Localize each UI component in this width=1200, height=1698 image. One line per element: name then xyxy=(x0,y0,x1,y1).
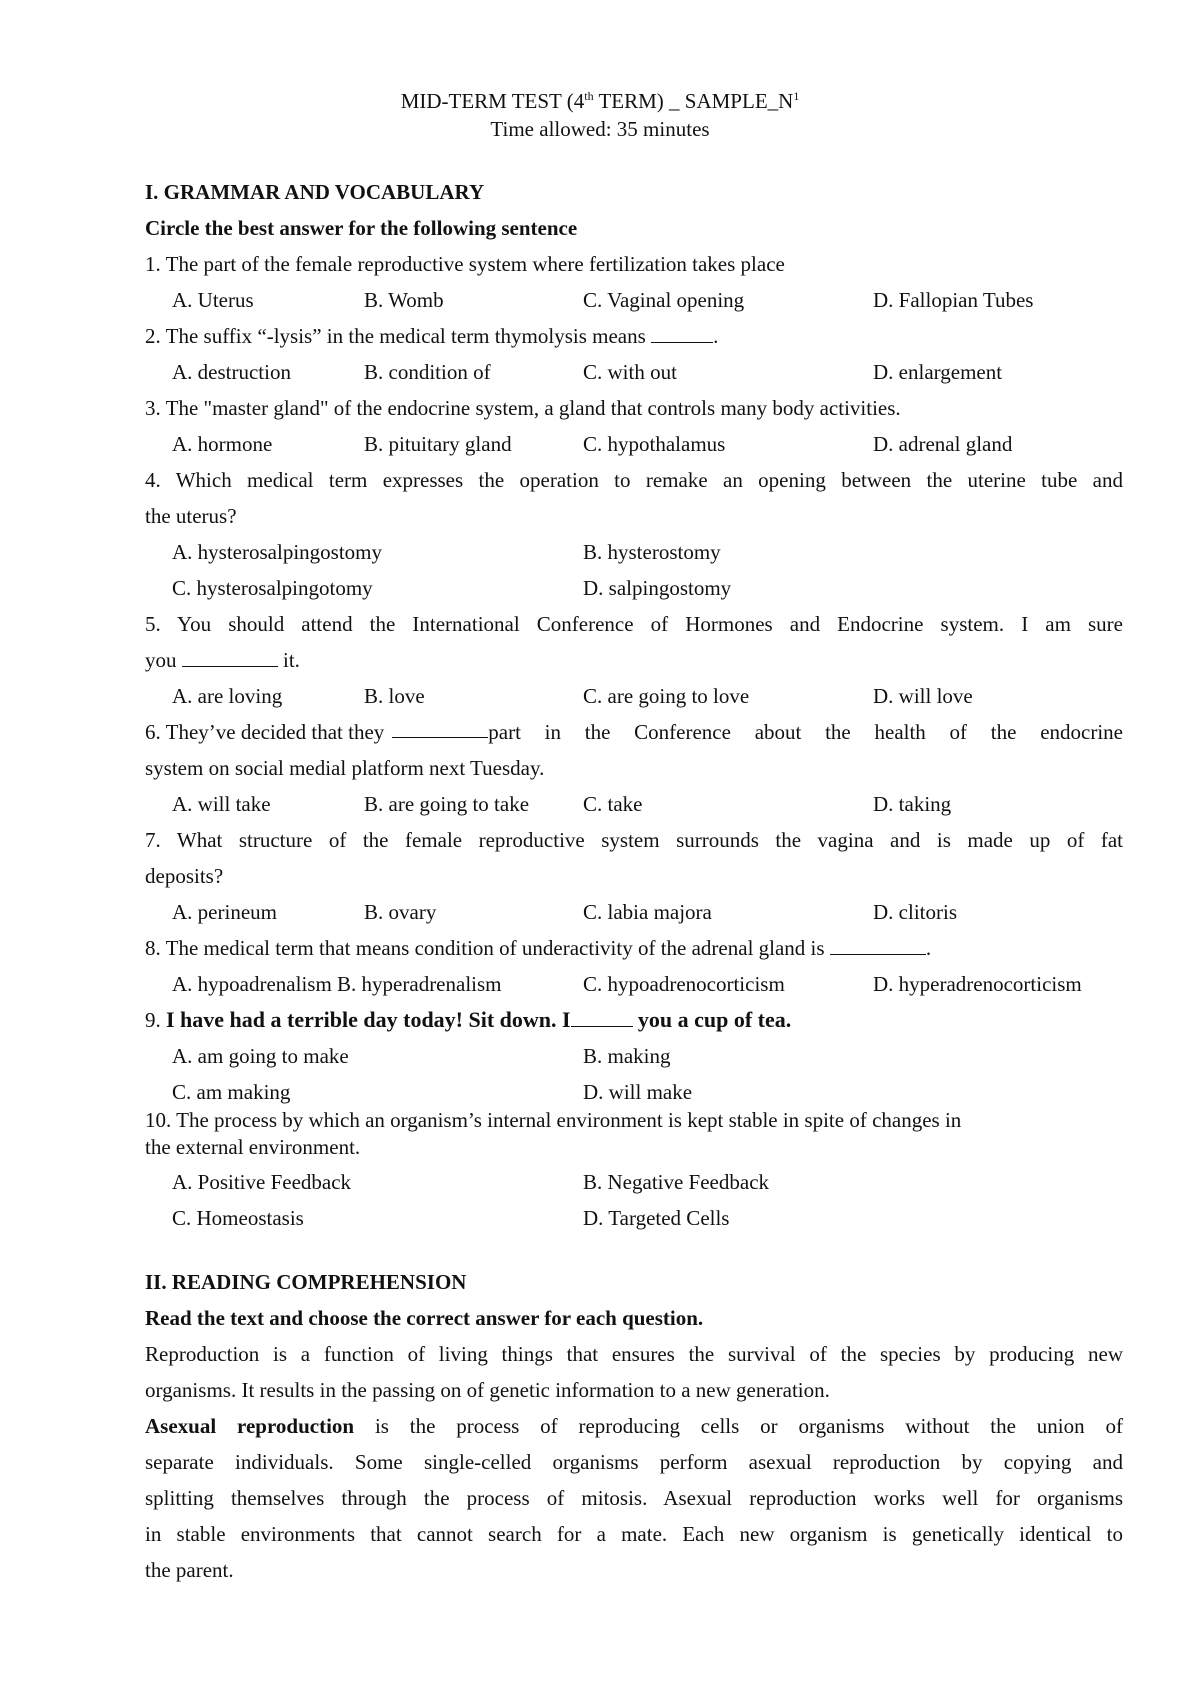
q1-option-d[interactable]: D. Fallopian Tubes xyxy=(873,288,1034,312)
q4-option-b[interactable]: B. hysterostomy xyxy=(583,540,721,564)
question-text: 6. They’ve decided that they xyxy=(145,720,385,744)
answer-blank xyxy=(830,936,926,955)
q10-option-d[interactable]: D. Targeted Cells xyxy=(583,1206,730,1230)
question-10: 10. The process by which an organism’s internal environment is kept stable in spite of changes in xyxy=(145,1108,962,1132)
answer-blank xyxy=(182,648,278,667)
title-part: MID-TERM TEST (4 xyxy=(400,89,585,113)
q5-option-b[interactable]: B. love xyxy=(364,684,425,708)
question-text: it. xyxy=(283,648,300,672)
question-text: 2. The suffix “-lysis” in the medical term thymolysis means xyxy=(145,324,646,348)
q3-option-d[interactable]: D. adrenal gland xyxy=(873,432,1013,456)
question-text-wrap xyxy=(392,719,1123,745)
reading-paragraph-line: Reproduction is a function of living things that ensures the survival of the species by producing new xyxy=(145,1342,1123,1366)
page-title xyxy=(0,88,1200,114)
answer-blank xyxy=(392,719,488,738)
q4-option-c[interactable]: C. hysterosalpingotomy xyxy=(172,576,373,600)
title-superscript: 1 xyxy=(793,89,800,103)
title-part: TERM) _ SAMPLE_N xyxy=(593,89,794,113)
q9-option-c[interactable]: C. am making xyxy=(172,1080,291,1104)
section-instruction: Circle the best answer for the following sentence xyxy=(145,216,578,240)
section-heading-reading: II. READING COMPREHENSION xyxy=(145,1270,467,1294)
question-10-cont: the external environment. xyxy=(145,1135,361,1159)
q1-option-b[interactable]: B. Womb xyxy=(364,288,444,312)
bold-term: Asexual reproduction xyxy=(145,1414,355,1438)
question-8: 8. The medical term that means condition of underactivity of the adrenal gland is . xyxy=(145,936,932,960)
q6-option-b[interactable]: B. are going to take xyxy=(364,792,530,816)
question-number: 9. xyxy=(145,1008,166,1032)
q3-option-c[interactable]: C. hypothalamus xyxy=(583,432,726,456)
reading-paragraph-line: organisms. It results in the passing on of genetic information to a new generation. xyxy=(145,1378,830,1402)
question-4: 4. Which medical term expresses the operation to remake an opening between the uterine tube and xyxy=(145,468,1123,492)
q4-option-a[interactable]: A. hysterosalpingostomy xyxy=(172,540,382,564)
question-9 xyxy=(145,1007,791,1033)
q6-option-a[interactable]: A. will take xyxy=(172,792,271,816)
q8-option-c[interactable]: C. hypoadrenocorticism xyxy=(583,972,785,996)
reading-paragraph-line: splitting themselves through the process of mitosis. Asexual reproduction works well for organisms xyxy=(145,1486,1123,1510)
q10-option-a[interactable]: A. Positive Feedback xyxy=(172,1170,352,1194)
reading-instruction: Read the text and choose the correct answer for each question. xyxy=(145,1306,704,1330)
q8-option-d[interactable]: D. hyperadrenocorticism xyxy=(873,972,1082,996)
question-6 xyxy=(145,719,1123,745)
question-2: 2. The suffix “-lysis” in the medical term thymolysis means . xyxy=(145,324,719,348)
q2-option-b[interactable]: B. condition of xyxy=(364,360,491,384)
question-7-cont: deposits? xyxy=(145,864,224,888)
question-5-cont xyxy=(145,647,300,673)
question-7: 7. What structure of the female reproductive system surrounds the vagina and is made up of fat xyxy=(145,828,1123,852)
q5-option-c[interactable]: C. are going to love xyxy=(583,684,750,708)
q5-option-a[interactable]: A. are loving xyxy=(172,684,283,708)
question-text: you xyxy=(145,648,177,672)
q9-option-a[interactable]: A. am going to make xyxy=(172,1044,349,1068)
q7-option-b[interactable]: B. ovary xyxy=(364,900,437,924)
question-text: part in the Conference about the health of the endocrine xyxy=(488,720,1123,744)
q1-option-c[interactable]: C. Vaginal opening xyxy=(583,288,745,312)
q1-option-a[interactable]: A. Uterus xyxy=(172,288,254,312)
reading-paragraph-line: separate individuals. Some single-celled organisms perform asexual reproduction by copying and xyxy=(145,1450,1123,1474)
question-3: 3. The "master gland" of the endocrine system, a gland that controls many body activities. xyxy=(145,396,901,420)
question-4-cont: the uterus? xyxy=(145,504,237,528)
q10-option-c[interactable]: C. Homeostasis xyxy=(172,1206,304,1230)
paragraph-text: is the process of reproducing cells or organisms without the union of xyxy=(354,1414,1123,1438)
q2-option-a[interactable]: A. destruction xyxy=(172,360,291,384)
reading-paragraph-line: the parent. xyxy=(145,1558,234,1582)
question-text: 8. The medical term that means condition of underactivity of the adrenal gland is xyxy=(145,936,825,960)
question-6-cont: system on social medial platform next Tuesday. xyxy=(145,756,545,780)
q3-option-b[interactable]: B. pituitary gland xyxy=(364,432,512,456)
q6-option-c[interactable]: C. take xyxy=(583,792,643,816)
q7-option-c[interactable]: C. labia majora xyxy=(583,900,712,924)
time-allowed: Time allowed: 35 minutes xyxy=(490,117,710,141)
q9-option-b[interactable]: B. making xyxy=(583,1044,671,1068)
q3-option-a[interactable]: A. hormone xyxy=(172,432,273,456)
q9-option-d[interactable]: D. will make xyxy=(583,1080,693,1104)
question-1: 1. The part of the female reproductive system where fertilization takes place xyxy=(145,252,785,276)
reading-paragraph-line xyxy=(145,1413,1123,1439)
q2-option-c[interactable]: C. with out xyxy=(583,360,677,384)
title-superscript: th xyxy=(584,89,594,103)
answer-blank xyxy=(651,324,713,343)
section-heading-grammar: I. GRAMMAR AND VOCABULARY xyxy=(145,180,485,204)
question-5: 5. You should attend the International Conference of Hormones and Endocrine system. I am sure xyxy=(145,612,1123,636)
question-text: I have had a terrible day today! Sit down. I xyxy=(166,1007,571,1032)
q6-option-d[interactable]: D. taking xyxy=(873,792,952,816)
q10-option-b[interactable]: B. Negative Feedback xyxy=(583,1170,770,1194)
question-text: you a cup of tea. xyxy=(637,1007,792,1032)
q4-option-d[interactable]: D. salpingostomy xyxy=(583,576,732,600)
reading-paragraph-line: in stable environments that cannot search for a mate. Each new organism is genetically identical to xyxy=(145,1522,1123,1546)
answer-blank xyxy=(571,1008,633,1027)
q7-option-d[interactable]: D. clitoris xyxy=(873,900,957,924)
q7-option-a[interactable]: A. perineum xyxy=(172,900,277,924)
q2-option-d[interactable]: D. enlargement xyxy=(873,360,1003,384)
q8-option-a-b[interactable]: A. hypoadrenalism B. hyperadrenalism xyxy=(172,972,502,996)
q5-option-d[interactable]: D. will love xyxy=(873,684,973,708)
